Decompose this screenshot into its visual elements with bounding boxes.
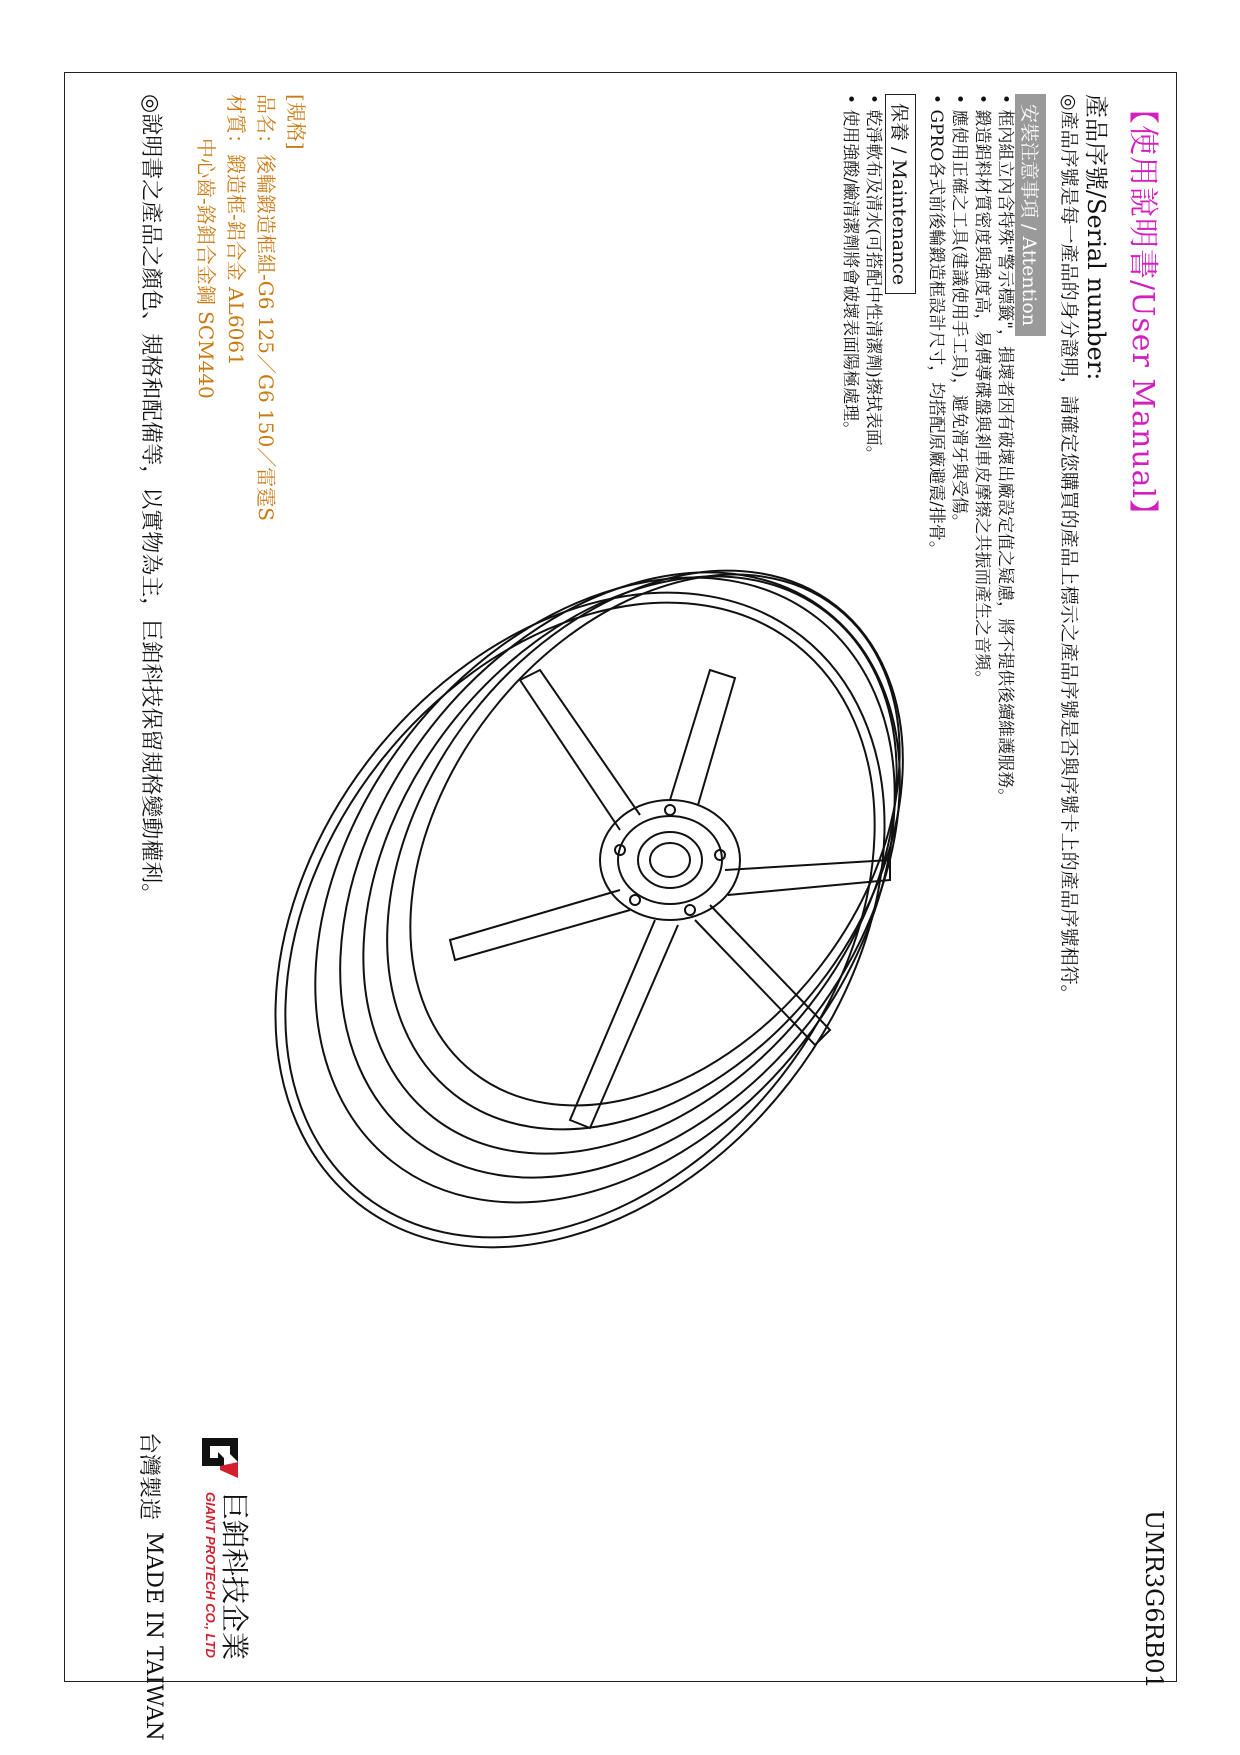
- attention-item: • 鍛造鋁料材質密度與強度高，易傳導碟盤與剎車皮摩擦之共振而產生之音頻。: [970, 94, 993, 805]
- attention-list: [924, 94, 1016, 805]
- spec-material: 材質：鍛造框-鋁合金 AL6061: [224, 94, 248, 366]
- gpro-logo-icon: [194, 1432, 246, 1484]
- made-in-en: MADE IN TAIWAN: [141, 1532, 166, 1741]
- doc-code: UMR3G6RB01: [1140, 1510, 1168, 1689]
- footnote: ◎說明書之產品之顏色、規格和配備等，以實物為主，巨鉑科技保留規格變動權利。: [138, 94, 163, 906]
- spec-product: 品名：後輪鍛造框組-G6 125／G6 150／雷霆S: [254, 94, 278, 521]
- brand-name-cn: 巨鉑科技企業: [218, 1492, 251, 1661]
- spec-block: [191, 94, 311, 521]
- serial-label: 產品序號/Serial number:: [1082, 94, 1110, 381]
- spec-material-hub: 中心齒-鉻鉬合金鋼 SCM440: [194, 138, 218, 399]
- spec-heading: [規格]: [284, 94, 308, 150]
- manual-title: 【使用說明書/User Manual】: [1125, 94, 1160, 531]
- attention-item: • 應使用正確之工具(建議使用手工具)，避免滑牙與受傷。: [947, 94, 970, 805]
- maintenance-list: [838, 94, 884, 463]
- brand-name-en: GIANT PROTECH CO., LTD: [203, 1492, 218, 1658]
- made-in-cn: 台灣製造: [136, 1432, 161, 1521]
- maintenance-heading: 保養 / Maintenance: [885, 94, 916, 294]
- attention-heading: 安裝注意事項 / Attention: [1015, 94, 1046, 336]
- maintenance-item: • 使用強酸/鹼清潔劑將會破壞表面陽極處理。: [838, 94, 861, 463]
- serial-note: ◎產品序號是每一產品的身分證明，請確定您購買的產品上標示之產品序號是否與序號卡上的產品序號相符。: [1058, 94, 1080, 1004]
- attention-item: • 框內組立內含特殊"警示標籤"，損壞者因有破壞出廠設定值之疑慮，將不提供後續維護服務。: [993, 94, 1016, 805]
- manual-content: [64, 72, 1176, 1741]
- attention-item: • GPRO各式前後輪鍛造框設計尺寸，均搭配原廠避震/排骨。: [924, 94, 947, 805]
- maintenance-item: • 乾淨軟布及清水(可搭配中性清潔劑)擦拭表面。: [861, 94, 884, 463]
